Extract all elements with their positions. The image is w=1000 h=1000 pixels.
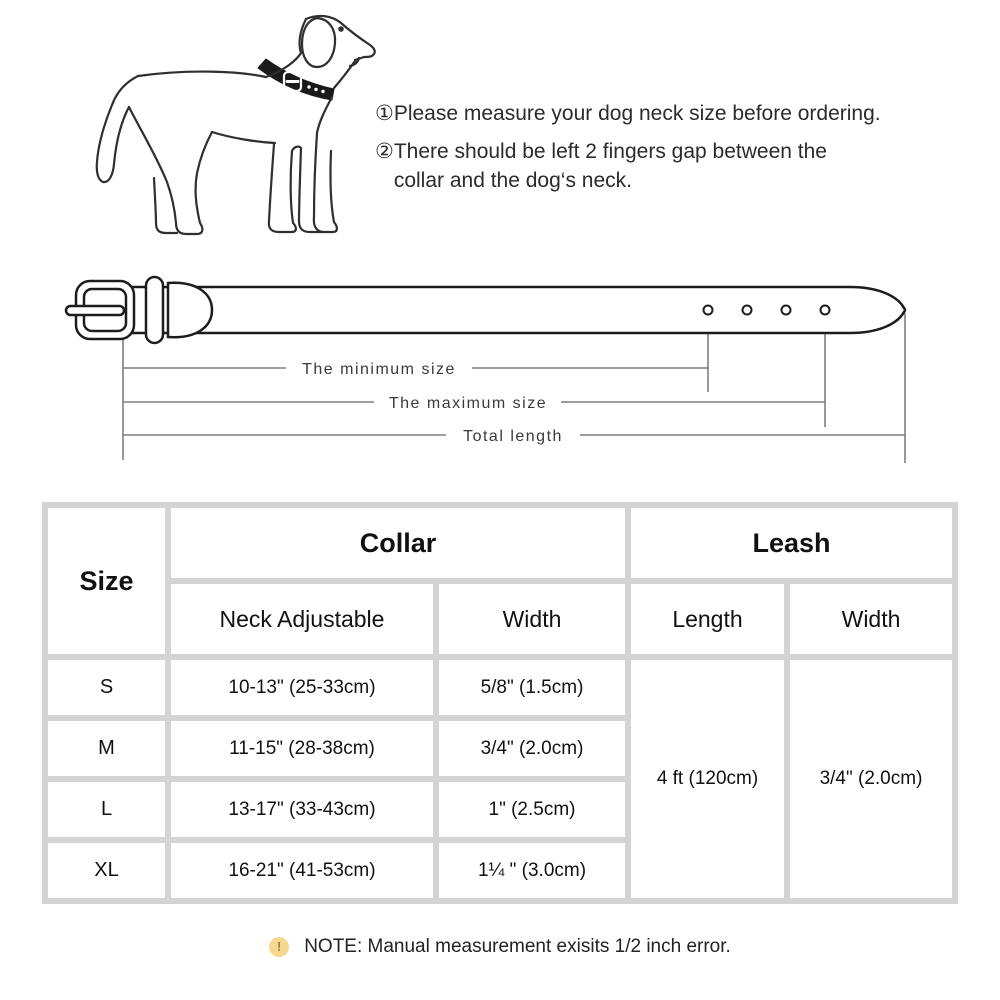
table-subheader-row [48, 584, 952, 654]
width-s-cell: 5/8" (1.5cm) [439, 660, 625, 715]
width-l-cell: 1" (2.5cm) [439, 782, 625, 837]
size-l-cell: L [48, 782, 165, 837]
leash-width-header-cell: Width [790, 584, 952, 654]
leash-length-header-cell: Length [631, 584, 784, 654]
ordering-instructions [375, 99, 975, 204]
neck-l-cell: 13-17" (33-43cm) [171, 782, 433, 837]
neck-adjustable-header-cell: Neck Adjustable [171, 584, 433, 654]
leash-length-cell: 4 ft (120cm) [631, 660, 784, 898]
neck-xl-cell: 16-21" (41-53cm) [171, 843, 433, 898]
strap-keeper [146, 277, 163, 343]
width-xl-cell: 1¼ " (3.0cm) [439, 843, 625, 898]
table-row-s [48, 660, 952, 715]
dog-eye [338, 26, 344, 32]
leash-width-cell: 3/4" (2.0cm) [790, 660, 952, 898]
dog-back [138, 72, 266, 77]
size-xl-cell: XL [48, 843, 165, 898]
total-length-label: Total length [463, 428, 563, 445]
neck-m-cell: 11-15" (28-38cm) [171, 721, 433, 776]
collar-measurement-diagram [60, 275, 920, 475]
collar-header-cell: Collar [171, 508, 625, 578]
note [0, 936, 1000, 958]
minimum-size-label: The minimum size [302, 361, 456, 378]
leash-header-cell: Leash [631, 508, 952, 578]
instruction-2-number: ② [375, 140, 394, 163]
size-table [42, 502, 958, 904]
table-header-row [48, 508, 952, 578]
instruction-1 [375, 99, 975, 128]
dog-ear [302, 18, 335, 67]
instruction-2 [375, 137, 975, 195]
collar-width-header-cell: Width [439, 584, 625, 654]
size-m-cell: M [48, 721, 165, 776]
dog-jaw [334, 61, 355, 88]
dog-illustration [70, 3, 390, 253]
exclamation-icon: ! [269, 937, 289, 957]
width-m-cell: 3/4" (2.0cm) [439, 721, 625, 776]
neck-s-cell: 10-13" (25-33cm) [171, 660, 433, 715]
dog-hind-leg [129, 107, 212, 234]
dog-far-front-leg [269, 144, 300, 232]
collar-buckle [66, 281, 134, 339]
dog-tail [97, 76, 138, 182]
instruction-2-text-line2: collar and the dog‘s neck. [393, 169, 632, 192]
dog-front-leg-inner [299, 148, 323, 232]
instruction-2-text-line1: There should be left 2 fingers gap between the [393, 140, 827, 163]
dog-belly [212, 132, 275, 143]
instruction-1-number: ① [375, 102, 394, 125]
instruction-1-text: Please measure your dog neck size before ordering. [393, 102, 881, 125]
size-header-cell: Size [48, 508, 165, 654]
maximum-size-label: The maximum size [388, 395, 548, 412]
dog-front-leg-back-edge [330, 151, 334, 222]
note-text: NOTE: Manual measurement exisits 1/2 inch error. [304, 936, 731, 957]
size-s-cell: S [48, 660, 165, 715]
